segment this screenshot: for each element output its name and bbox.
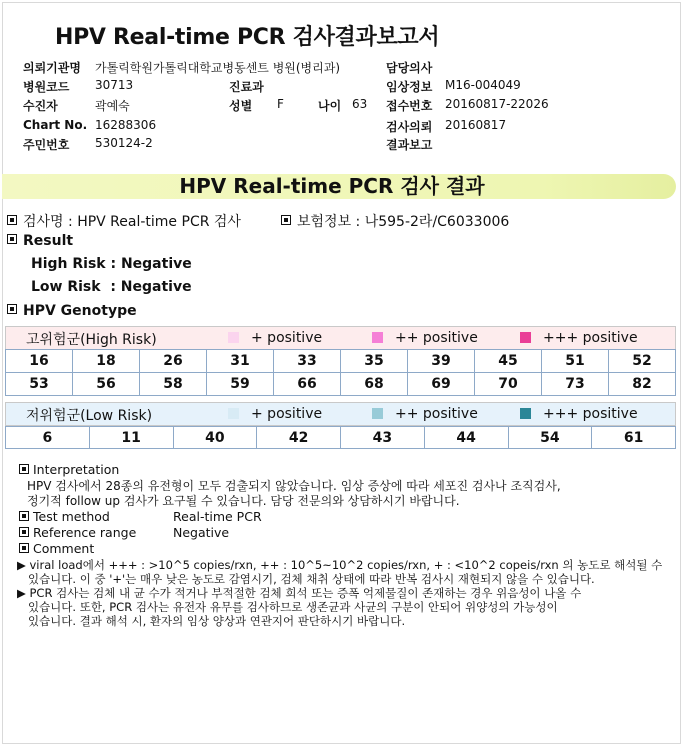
test-method-label: Test method: [33, 509, 110, 524]
bullet-icon: [7, 234, 17, 244]
header-row-institution: [23, 59, 81, 76]
genotype-cell: 56: [73, 373, 140, 396]
comment-heading-text: Comment: [33, 541, 95, 556]
genotype-cell: 6: [6, 427, 90, 449]
genotype-cell: 61: [592, 427, 676, 449]
header-receipt-value: 20160817-22026: [445, 97, 549, 111]
high-risk-grid: [5, 349, 676, 396]
test-name-line: [7, 211, 241, 231]
insurance-text: 보험정보 : 나595-2라/C6033006: [297, 214, 510, 230]
swatch-icon: [372, 408, 383, 419]
header-sex-value: F: [277, 97, 284, 111]
header-label: Chart No.: [23, 118, 88, 132]
bullet-icon: [19, 527, 29, 537]
interpretation-line-2: 정기적 follow up 검사가 요구될 수 있습니다. 담당 전문의와 상담하시기 바랍니다.: [27, 494, 460, 508]
legend-low-plus: [228, 406, 322, 422]
header-value: 30713: [95, 78, 134, 92]
legend-high-plus3: [520, 330, 638, 346]
genotype-heading: [7, 303, 137, 319]
comment-heading: [19, 541, 94, 556]
bullet-icon: [7, 215, 17, 225]
legend-high-plus2: [372, 330, 478, 346]
header-receipt-label: 접수번호: [386, 99, 433, 113]
swatch-icon: [520, 408, 531, 419]
genotype-cell: 54: [508, 427, 592, 449]
genotype-cell: 43: [341, 427, 425, 449]
bullet-icon: [19, 511, 29, 521]
low-risk-label: 저위험군(Low Risk): [26, 408, 153, 424]
header-row-chart-no: [23, 118, 87, 132]
high-risk-header: [5, 326, 676, 350]
header-report-label: 결과보고: [386, 138, 433, 152]
genotype-cell: 73: [542, 373, 609, 396]
high-risk-row: [6, 350, 676, 373]
genotype-heading-text: HPV Genotype: [23, 303, 137, 319]
interpretation-line-1: HPV 검사에서 28종의 유전형이 모두 검출되지 않았습니다. 임상 증상에 따라 세포진 검사나 조직검사,: [27, 479, 561, 493]
header-age-value: 63: [352, 97, 368, 111]
result-heading-text: Result: [23, 233, 74, 249]
low-risk-header: [5, 402, 676, 426]
high-risk-result: High Risk : Negative: [31, 256, 192, 272]
header-value: 곽예숙: [95, 99, 130, 113]
genotype-cell: 35: [341, 350, 408, 373]
legend-label: ++ positive: [395, 330, 478, 346]
genotype-cell: 66: [274, 373, 341, 396]
header-sex-label: 성별: [229, 99, 253, 113]
genotype-cell: 16: [6, 350, 73, 373]
interpretation-heading-text: Interpretation: [33, 462, 120, 477]
header-request-value: 20160817: [445, 118, 507, 132]
low-risk-grid: [5, 426, 676, 449]
genotype-cell: 45: [475, 350, 542, 373]
header-age-label: 나이: [318, 99, 342, 113]
swatch-icon: [228, 408, 239, 419]
swatch-icon: [372, 332, 383, 343]
header-value: 530124-2: [95, 136, 153, 150]
bullet-icon: [281, 215, 291, 225]
genotype-cell: 39: [408, 350, 475, 373]
comment-line: 있습니다. 이 중 '+'는 매우 낮은 농도로 감염시기, 검체 채취 상태에 따라 반복 검사시 재현되지 않을 수 있습니다.: [17, 572, 595, 586]
header-row-hospital-code: [23, 78, 69, 95]
genotype-cell: 40: [173, 427, 257, 449]
reference-range-row: [19, 525, 136, 540]
bullet-icon: [7, 304, 17, 314]
comment-line: ▶ PCR 검사는 검체 내 균 수가 적거나 부적절한 검체 희석 또는 증폭 억제물질이 존재하는 경우 위음성이 나올 수: [17, 586, 582, 600]
bullet-icon: [19, 543, 29, 553]
genotype-cell: 68: [341, 373, 408, 396]
header-doctor-label: 담당의사: [386, 61, 433, 75]
test-name-text: 검사명 : HPV Real-time PCR 검사: [23, 214, 241, 230]
header-request-label: 검사의뢰: [386, 120, 433, 134]
genotype-cell: 59: [207, 373, 274, 396]
header-clinical-label: 임상정보: [386, 80, 433, 94]
genotype-cell: 70: [475, 373, 542, 396]
genotype-cell: 52: [609, 350, 676, 373]
comment-line: 있습니다. 또한, PCR 검사는 유전자 유무를 검사하므로 생존균과 사균의 구분이 안되어 위양성의 가능성이: [17, 600, 558, 614]
comment-line: ▶ viral load에서 +++ : >10^5 copies/rxn, ++ : 10^5~10^2 copies/rxn, + : <10^2 copeis/rxn 의 농도로 해석될 수: [17, 558, 663, 572]
high-risk-label: 고위험군(High Risk): [26, 332, 157, 348]
section-banner: [2, 174, 676, 199]
test-method-row: [19, 509, 110, 524]
header-dept-label: 진료과: [229, 80, 264, 94]
high-risk-row: [6, 373, 676, 396]
genotype-cell: 18: [73, 350, 140, 373]
test-method-value: Real-time PCR: [173, 509, 262, 524]
genotype-cell: 58: [140, 373, 207, 396]
legend-high-plus: [228, 330, 322, 346]
genotype-cell: 33: [274, 350, 341, 373]
header-value: 16288306: [95, 118, 157, 132]
legend-label: +++ positive: [543, 406, 638, 422]
header-clinical-value: M16-004049: [445, 78, 521, 92]
legend-label: ++ positive: [395, 406, 478, 422]
interpretation-heading: [19, 462, 119, 477]
comment-line: 있습니다. 결과 해석 시, 환자의 임상 양상과 연관지어 판단하시기 바랍니다.: [17, 614, 406, 628]
swatch-icon: [520, 332, 531, 343]
swatch-icon: [228, 332, 239, 343]
section-title: HPV Real-time PCR 검사 결과: [179, 174, 485, 198]
genotype-cell: 51: [542, 350, 609, 373]
genotype-cell: 53: [6, 373, 73, 396]
header-label: 병원코드: [23, 80, 70, 94]
reference-range-label: Reference range: [33, 525, 137, 540]
header-label: 의뢰기관명: [23, 61, 81, 75]
legend-label: + positive: [251, 406, 323, 422]
low-risk-row: [6, 427, 676, 449]
genotype-cell: 26: [140, 350, 207, 373]
header-label: 주민번호: [23, 138, 70, 152]
genotype-cell: 31: [207, 350, 274, 373]
genotype-cell: 82: [609, 373, 676, 396]
genotype-cell: 11: [89, 427, 173, 449]
genotype-cell: 44: [424, 427, 508, 449]
low-risk-result: Low Risk : Negative: [31, 279, 192, 295]
header-row-resident-no: [23, 136, 69, 153]
genotype-cell: 69: [408, 373, 475, 396]
reference-range-value: Negative: [173, 525, 230, 540]
header-value: 가톨릭학원가톨릭대학교병동센트 병원(병리과): [95, 61, 341, 75]
legend-label: +++ positive: [543, 330, 638, 346]
legend-label: + positive: [251, 330, 323, 346]
result-heading: [7, 233, 73, 249]
insurance-line: [281, 211, 509, 231]
header-label: 수진자: [23, 99, 58, 113]
bullet-icon: [19, 464, 29, 474]
genotype-cell: 42: [257, 427, 341, 449]
header-row-patient: [23, 97, 58, 114]
legend-low-plus3: [520, 406, 638, 422]
legend-low-plus2: [372, 406, 478, 422]
report-title: HPV Real-time PCR 검사결과보고서: [55, 25, 440, 50]
